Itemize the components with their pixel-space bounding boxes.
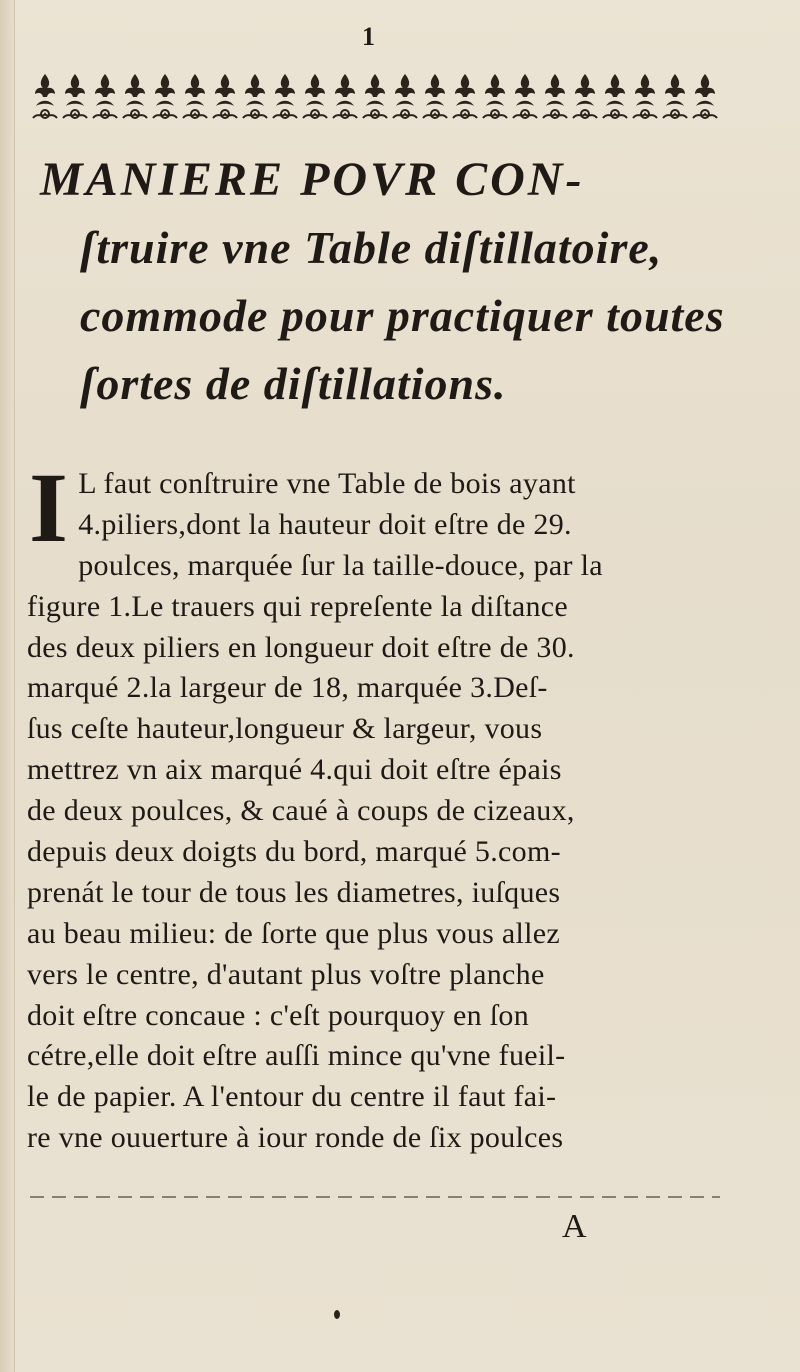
title-line: ſortes de diſtillations. bbox=[80, 358, 507, 409]
text-line: poulces, marquée ſur la taille-douce, par la bbox=[78, 548, 603, 582]
text-line: prenát le tour de tous les diametres, iuſques bbox=[27, 875, 561, 909]
title-line: MANIERE POVR CON- bbox=[40, 153, 585, 206]
text-line: marqué 2.la largeur de 18, marquée 3.Deſ- bbox=[27, 671, 548, 705]
page-binding-edge bbox=[0, 0, 15, 1372]
bottom-rule bbox=[30, 1196, 720, 1198]
text-line: doit eſtre concaue : c'eſt pourquoy en ſon bbox=[27, 998, 530, 1032]
drop-capital: I bbox=[29, 452, 69, 563]
text-line: mettrez vn aix marqué 4.qui doit eſtre épais bbox=[27, 753, 562, 787]
text-line: depuis deux doigts du bord, marqué 5.com- bbox=[27, 835, 561, 869]
text-line: vers le centre, d'autant plus voſtre planche bbox=[27, 957, 545, 991]
page-number: 1 bbox=[362, 22, 375, 51]
text-line: L faut conſtruire vne Table de bois ayant bbox=[78, 467, 576, 500]
text-line: au beau milieu: de ſorte que plus vous allez bbox=[27, 916, 561, 950]
body-paragraph bbox=[27, 452, 727, 1159]
text-line: ſus ceſte hauteur,longueur & largeur, vous bbox=[27, 712, 543, 746]
title-line: ſtruire vne Table diſtillatoire, bbox=[80, 222, 663, 273]
text-line: 4.piliers,dont la hauteur doit eſtre de 29. bbox=[78, 507, 572, 541]
text-line: figure 1.Le trauers qui repreſente la diſtance bbox=[27, 589, 569, 623]
signature-mark: A bbox=[562, 1208, 587, 1245]
text-line: re vne ouuerture à iour ronde de ſix poulces bbox=[27, 1121, 564, 1155]
text-line: cétre,elle doit eſtre auſſi mince qu'vne fueil- bbox=[27, 1039, 566, 1073]
text-line: le de papier. A l'entour du centre il faut fai- bbox=[27, 1080, 557, 1114]
ink-speck bbox=[334, 1310, 340, 1319]
text-line: des deux piliers en longueur doit eſtre de 30. bbox=[27, 630, 575, 664]
fleuron-ornament-band bbox=[30, 70, 720, 126]
chapter-title bbox=[40, 146, 740, 418]
text-line: de deux poulces, & caué à coups de cizeaux, bbox=[27, 794, 575, 828]
title-line: commode pour practiquer toutes bbox=[80, 290, 725, 341]
